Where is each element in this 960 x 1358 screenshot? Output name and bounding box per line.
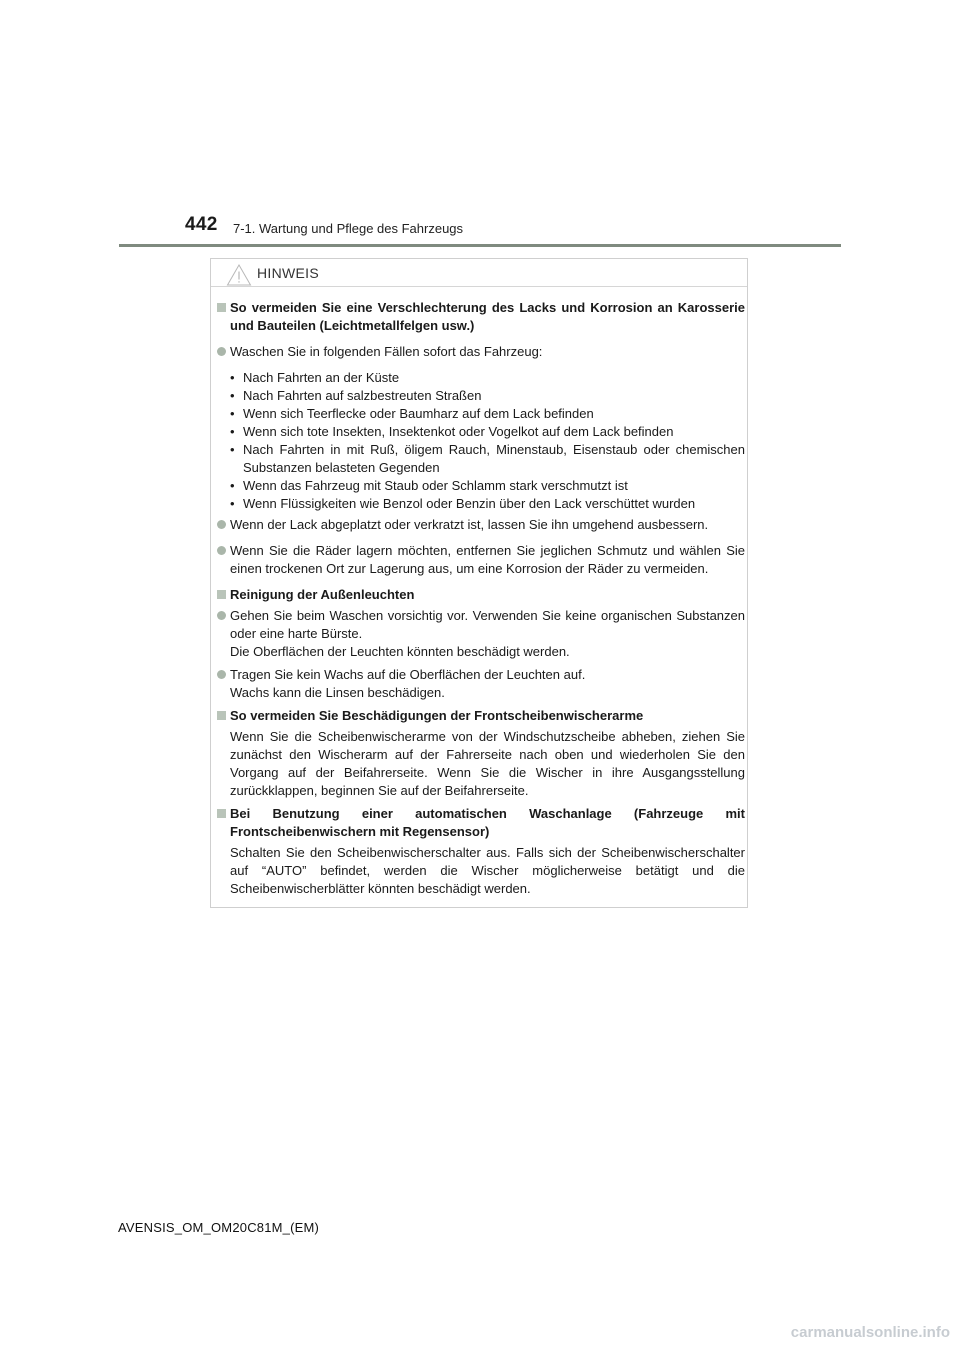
sublist: [217, 369, 745, 513]
bullet-text: Die Oberflächen der Leuchten könnten beschädigt werden.: [230, 644, 570, 659]
header-rule: [119, 244, 841, 247]
notice-title: HINWEIS: [257, 265, 319, 281]
section-heading: So vermeiden Sie eine Verschlechterung des Lacks und Korrosion an Karosserie und Bauteilen (Leichtmetallfelgen usw.): [230, 300, 745, 333]
section-exterior-lights: [217, 586, 745, 604]
section-wiper-arms: [217, 707, 745, 725]
square-bullet-icon: [217, 711, 226, 720]
document-code: AVENSIS_OM_OM20C81M_(EM): [118, 1220, 320, 1235]
bullet-text: Waschen Sie in folgenden Fällen sofort das Fahrzeug:: [230, 344, 543, 359]
list-item: [217, 516, 745, 534]
bullet-text: Tragen Sie kein Wachs auf die Oberflächen der Leuchten auf.: [230, 667, 586, 682]
section-car-wash: [217, 805, 745, 841]
section-text: Wenn Sie die Scheibenwischerarme von der Windschutzscheibe abheben, ziehen Sie zunächst den Wischerarm auf der Fahrerseite nach oben und wiederholen Sie den Vorgang auf der Beifahrerseite. Wenn Sie die Wischer in ihre Ausgangsstellung zurückklappen, beginnen Sie auf der Beifahrerseite.: [230, 729, 745, 798]
notice-box: [210, 258, 748, 908]
circle-bullet-icon: [217, 546, 226, 555]
sublist-item: • Wenn das Fahrzeug mit Staub oder Schlamm stark verschmutzt ist: [230, 477, 745, 495]
bullet-text: Wenn Sie die Räder lagern möchten, entfernen Sie jeglichen Schmutz und wählen Sie einen trockenen Ort zur Lagerung aus, um eine Korrosion der Räder zu vermeiden.: [230, 543, 745, 576]
bullet-text: Gehen Sie beim Waschen vorsichtig vor. Verwenden Sie keine organischen Substanzen oder eine harte Bürste.: [230, 608, 745, 641]
warning-triangle-icon: [226, 263, 252, 287]
bullet-text: Wenn der Lack abgeplatzt oder verkratzt ist, lassen Sie ihn umgehend ausbessern.: [230, 517, 709, 532]
bullet-text: Wachs kann die Linsen beschädigen.: [230, 685, 445, 700]
square-bullet-icon: [217, 303, 226, 312]
section-heading: So vermeiden Sie Beschädigungen der Frontscheibenwischerarme: [230, 708, 644, 723]
sublist-item: • Wenn sich tote Insekten, Insektenkot oder Vogelkot auf dem Lack befinden: [230, 423, 745, 441]
sublist-item: • Nach Fahrten an der Küste: [230, 369, 745, 387]
notice-header: [211, 259, 747, 286]
section-heading: Reinigung der Außenleuchten: [230, 587, 415, 602]
list-item: [217, 343, 745, 361]
square-bullet-icon: [217, 590, 226, 599]
sublist-item: • Wenn Flüssigkeiten wie Benzol oder Benzin über den Lack verschüttet wurden: [230, 495, 745, 513]
circle-bullet-icon: [217, 670, 226, 679]
sublist-item: • Nach Fahrten auf salzbestreuten Straßen: [230, 387, 745, 405]
circle-bullet-icon: [217, 347, 226, 356]
section-text: Schalten Sie den Scheibenwischerschalter aus. Falls sich der Scheibenwischerschalter auf “AUTO” befindet, werden die Wischer möglicherweise betätigt und die Scheibenwischerblätter könnten beschädigt werden.: [230, 845, 745, 896]
watermark: carmanualsonline.info: [790, 1324, 950, 1341]
page-number: 442: [185, 214, 218, 235]
section-title: 7-1. Wartung und Pflege des Fahrzeugs: [233, 221, 464, 236]
list-item: [217, 542, 745, 578]
list-item: [217, 666, 745, 702]
square-bullet-icon: [217, 809, 226, 818]
sublist-item: • Nach Fahrten in mit Ruß, öligem Rauch, Minenstaub, Eisenstaub oder chemischen Substanzen belasteten Gegenden: [230, 441, 745, 477]
circle-bullet-icon: [217, 520, 226, 529]
section-paint-corrosion: [217, 299, 745, 335]
notice-content: [217, 299, 745, 898]
section-heading: Bei Benutzung einer automatischen Waschanlage (Fahrzeuge mit Frontscheibenwischern mit Regensensor): [230, 806, 745, 839]
list-item: [217, 607, 745, 661]
sublist-item: • Wenn sich Teerflecke oder Baumharz auf dem Lack befinden: [230, 405, 745, 423]
circle-bullet-icon: [217, 611, 226, 620]
